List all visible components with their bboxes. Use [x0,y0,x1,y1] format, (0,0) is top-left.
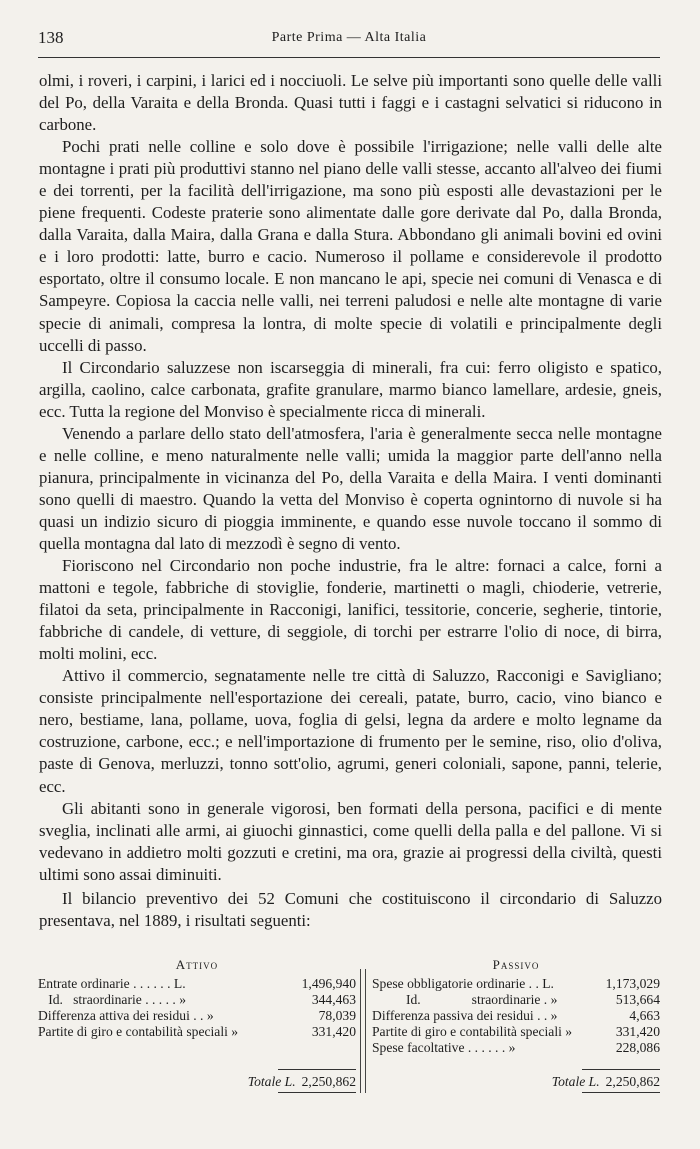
total-label: Totale L. [551,1074,600,1089]
column-separator [360,969,366,1093]
paragraph: Il bilancio preventivo dei 52 Comuni che costituiscono il circondario di Saluzzo presentava, nel 1889, i risultati seguenti: [39,888,662,930]
attivo-total [248,1074,356,1090]
row-label: Partite di giro e contabilità speciali » [38,1024,239,1039]
total-double-rule [582,1092,660,1093]
row-label: Differenza attiva dei residui . . » [38,1008,214,1023]
paragraph: Il Circondario saluzzese non iscarseggia di minerali, fra cui: ferro oligisto e spatico, argilla, caolino, calce carbonata, grafite granulare, marmo bianco lamellare, ardesie, gneis, ecc. Tutta la regione del Monviso è specialmente ricca di minerali. [39,357,662,421]
running-title: Parte Prima — Alta Italia [271,30,427,45]
table-row [38,1024,356,1040]
row-value: 331,420 [615,1024,660,1039]
paragraph: Gli abitanti sono in generale vigorosi, ben formati della persona, pacifici e di mente sveglia, inclinati alle armi, ai giuochi ginnastici, come quelli della palla e del pallone. Vi si vedevano in addietro molti gozzuti e cretini, ma ora, grazie ai progressi della civiltà, questi ultimi sono assai diminuiti. [39,798,662,884]
row-label: Differenza passiva dei residui . . » [372,1008,558,1023]
table-row [372,976,660,992]
paragraph: Venendo a parlare dello stato dell'atmosfera, l'aria è generalmente secca nelle montagne e nelle colline, e meno naturalmente nelle valli; umida la maggior parte dell'anno nella pianura, principalmente in vicinanza del Po, della Varaita e della Maira. I venti dominanti sono quelli di maestro. Quando la vetta del Monviso è coperta ognintorno di nuvole si ha quasi un indizio sicuro di pioggia imminente, e quando esse nuvole toccano il sommo di quella montagna dal lato di mezzodì è segno di vento. [39,423,662,553]
attivo-column [38,957,356,1089]
page-header [38,28,660,52]
total-value: 2,250,862 [301,1074,356,1089]
row-value: 78,039 [318,1008,356,1023]
total-rule [278,1069,356,1070]
row-value: 513,664 [615,992,660,1007]
row-value: 228,086 [615,1040,660,1055]
row-label: Entrate ordinarie . . . . . . L. [38,976,186,991]
total-value: 2,250,862 [605,1074,660,1089]
row-label: Spese obbligatorie ordinarie . . L. [372,976,554,991]
table-row [372,1008,660,1024]
total-double-rule [278,1092,356,1093]
paragraph: olmi, i roveri, i carpini, i larici ed i nocciuoli. Le selve più importanti sono quelle delle valli del Po, della Varaita e della Bronda. Quasi tutti i faggi e i castagni selvatici si riducono in carbone. [39,71,662,135]
passivo-title: Passivo [492,957,540,972]
body-text [39,70,662,932]
row-value: 1,173,029 [605,976,660,991]
table-row [38,976,356,992]
header-rule [38,57,660,58]
row-label: Partite di giro e contabilità speciali » [372,1024,573,1039]
row-value: 344,463 [311,992,356,1007]
table-row [372,992,660,1008]
table-row [372,1040,660,1056]
paragraph: Attivo il commercio, segnatamente nelle tre città di Saluzzo, Racconigi e Savigliano; consiste principalmente nell'esportazione dei cereali, patate, burro, cacio, vino bianco e nero, bestiame, lana, pollame, uova, foglia di gelsi, legna da ardere e molto legname da costruzione, carbone, ecc.; e nell'importazione di frumento per le semine, riso, olio d'oliva, paste di Genova, merluzzi, tonno sott'olio, agrumi, generi coloniali, sapone, panni, telerie, ecc. [39,666,662,796]
total-rule [582,1069,660,1070]
row-label: Spese facoltative . . . . . . » [372,1040,516,1055]
table-row [372,1024,660,1040]
table-row [38,1008,356,1024]
page-number: 138 [38,28,64,47]
paragraph: Fioriscono nel Circondario non poche industrie, fra le altre: fornaci a calce, forni a mattoni e tegole, fabbriche di stoviglie, fonderie, martinetti o magli, chioderie, vetrerie, filatoi da seta, principalmente in Racconigi, lanifici, tessitorie, concerie, segherie, tintorie, fabbriche di candele, di vetture, di seggiole, di torchi per estrarre l'olio di noce, di birra, molti molini, ecc. [39,556,662,664]
row-label: Id. straordinarie . » [372,992,558,1007]
total-label: Totale L. [247,1074,296,1089]
row-value: 4,663 [629,1008,660,1023]
passivo-column [372,957,660,1089]
passivo-total [552,1074,660,1090]
row-value: 331,420 [311,1024,356,1039]
attivo-title: Attivo [175,957,219,972]
row-label: Id. straordinarie . . . . . » [38,992,186,1007]
row-value: 1,496,940 [301,976,356,991]
table-row [38,992,356,1008]
paragraph: Pochi prati nelle colline e solo dove è possibile l'irrigazione; nelle valli delle alte montagne i prati più produttivi stanno nel piano delle valli stesse, accanto all'alveo dei fiumi e dei torrenti, per la facilità dell'irrigazione, ma sono più esposti alle devastazioni per le piene frequenti. Codeste praterie sono alimentate dalle gore derivate dal Po, dalla Bronda, dalla Varaita, dalla Maira, dalla Grana e dalla Stura. Abbondano gli animali bovini ed ovini e i loro prodotti: latte, burro e cacio. Numeroso il pollame e considerevole il prodotto esportato, oltre il consumo locale. E non mancano le api, specie nei comuni di Venasca e di Sampeyre. Copiosa la caccia nelle valli, nei terreni paludosi e nelle alte montagne di varie specie di animali, compresa la lontra, di molte specie di volatili e principalmente degli uccelli di passo. [39,137,662,355]
